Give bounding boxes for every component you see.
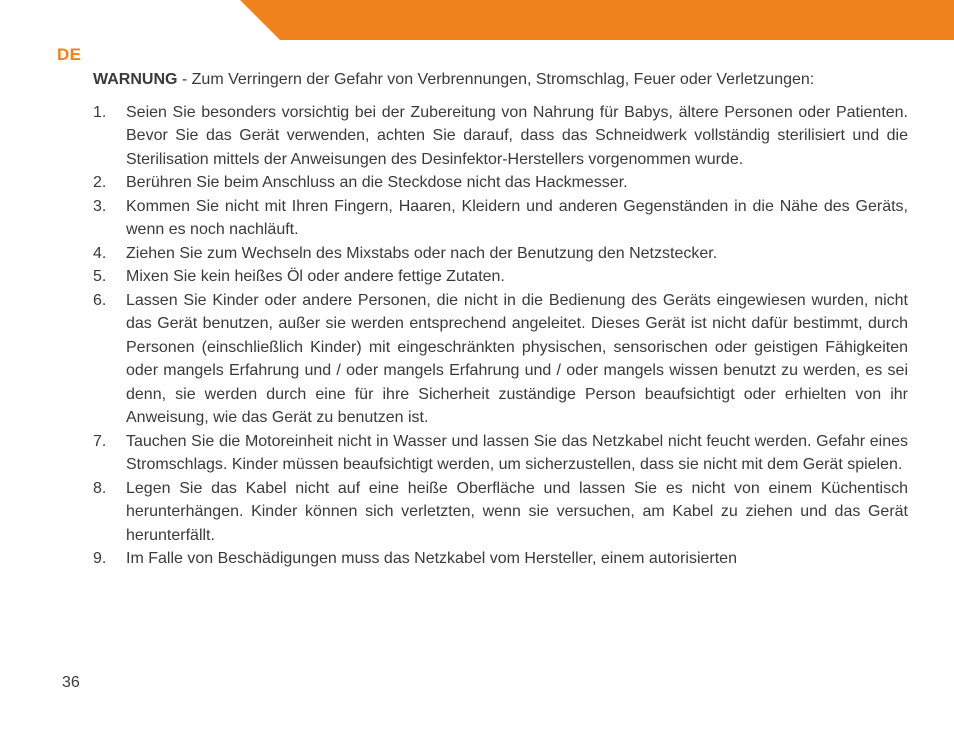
list-item [93, 477, 908, 548]
safety-instructions-list [93, 101, 908, 571]
list-item-number: 7. [93, 432, 107, 450]
list-item-text: Seien Sie besonders vorsichtig bei der Zubereitung von Nahrung für Babys, ältere Personen oder Patienten. Bevor Sie das Gerät verwenden, achten Sie darauf, dass das Schneidwerk vollständig sterilisiert und die Sterilisation mittels der Anweisungen des Desinfektor-Herstellers vorgenommen wurde. [126, 103, 908, 168]
list-item-number: 2. [93, 174, 107, 191]
list-item-number: 4. [93, 244, 107, 262]
list-item [93, 265, 908, 289]
warning-label: WARNUNG [93, 71, 178, 88]
list-item-number: 3. [93, 197, 107, 215]
page-number: 36 [62, 674, 80, 691]
list-item-number: 5. [93, 268, 107, 285]
list-item [93, 101, 908, 172]
list-item [93, 195, 908, 242]
language-code: DE [57, 45, 82, 64]
list-item [93, 289, 908, 430]
list-item [93, 242, 908, 266]
list-item-text: Kommen Sie nicht mit Ihren Fingern, Haaren, Kleidern und anderen Gegenständen in die Nähe des Geräts, wenn es noch nachläuft. [126, 197, 908, 238]
list-item-text: Lassen Sie Kinder oder andere Personen, die nicht in die Bedienung des Geräts eingewiesen wurden, nicht das Gerät benutzen, außer sie werden entsprechend angeleitet. Dieses Gerät ist nicht dafür bestimmt, durch Personen (einschließlich Kinder) mit eingeschränkten physischen, sensorischen oder geistigen Fähigkeiten oder mangels Erfahrung und / oder mangels Erfahrung und / oder mangels wissen benutzt zu werden, es sei denn, sie werden durch eine für ihre Sicherheit zuständige Person beaufsichtigt oder erhielten von ihr Anweisung, wie das Gerät zu benutzen ist. [126, 291, 908, 426]
document-body [93, 68, 908, 571]
list-item [93, 547, 908, 571]
list-item-text: Ziehen Sie zum Wechseln des Mixstabs oder nach der Benutzung den Netzstecker. [126, 244, 718, 262]
list-item-text: Im Falle von Beschädigungen muss das Netzkabel vom Hersteller, einem autorisierten [126, 550, 737, 567]
warning-text: - Zum Verringern der Gefahr von Verbrennungen, Stromschlag, Feuer oder Verletzungen: [177, 71, 815, 88]
warning-paragraph [93, 68, 908, 92]
list-item-number: 9. [93, 550, 107, 567]
list-item-text: Tauchen Sie die Motoreinheit nicht in Wasser und lassen Sie das Netzkabel nicht feucht werden. Gefahr eines Stromschlags. Kinder müssen beaufsichtigt werden, um sicherzustellen, dass sie nicht mit dem Gerät spielen. [126, 432, 908, 473]
list-item-number: 1. [93, 103, 107, 121]
list-item-text: Legen Sie das Kabel nicht auf eine heiße Oberfläche und lassen Sie es nicht von einem Küchentisch herunterhängen. Kinder können sich verletzten, wenn sie versuchen, am Kabel zu ziehen und das Gerät herunterfällt. [126, 479, 908, 544]
list-item-number: 6. [93, 291, 107, 309]
header-accent-band [240, 0, 954, 40]
list-item-number: 8. [93, 479, 107, 497]
list-item-text: Berühren Sie beim Anschluss an die Steckdose nicht das Hackmesser. [126, 174, 628, 191]
list-item [93, 171, 908, 195]
list-item-text: Mixen Sie kein heißes Öl oder andere fettige Zutaten. [126, 268, 505, 285]
list-item [93, 430, 908, 477]
